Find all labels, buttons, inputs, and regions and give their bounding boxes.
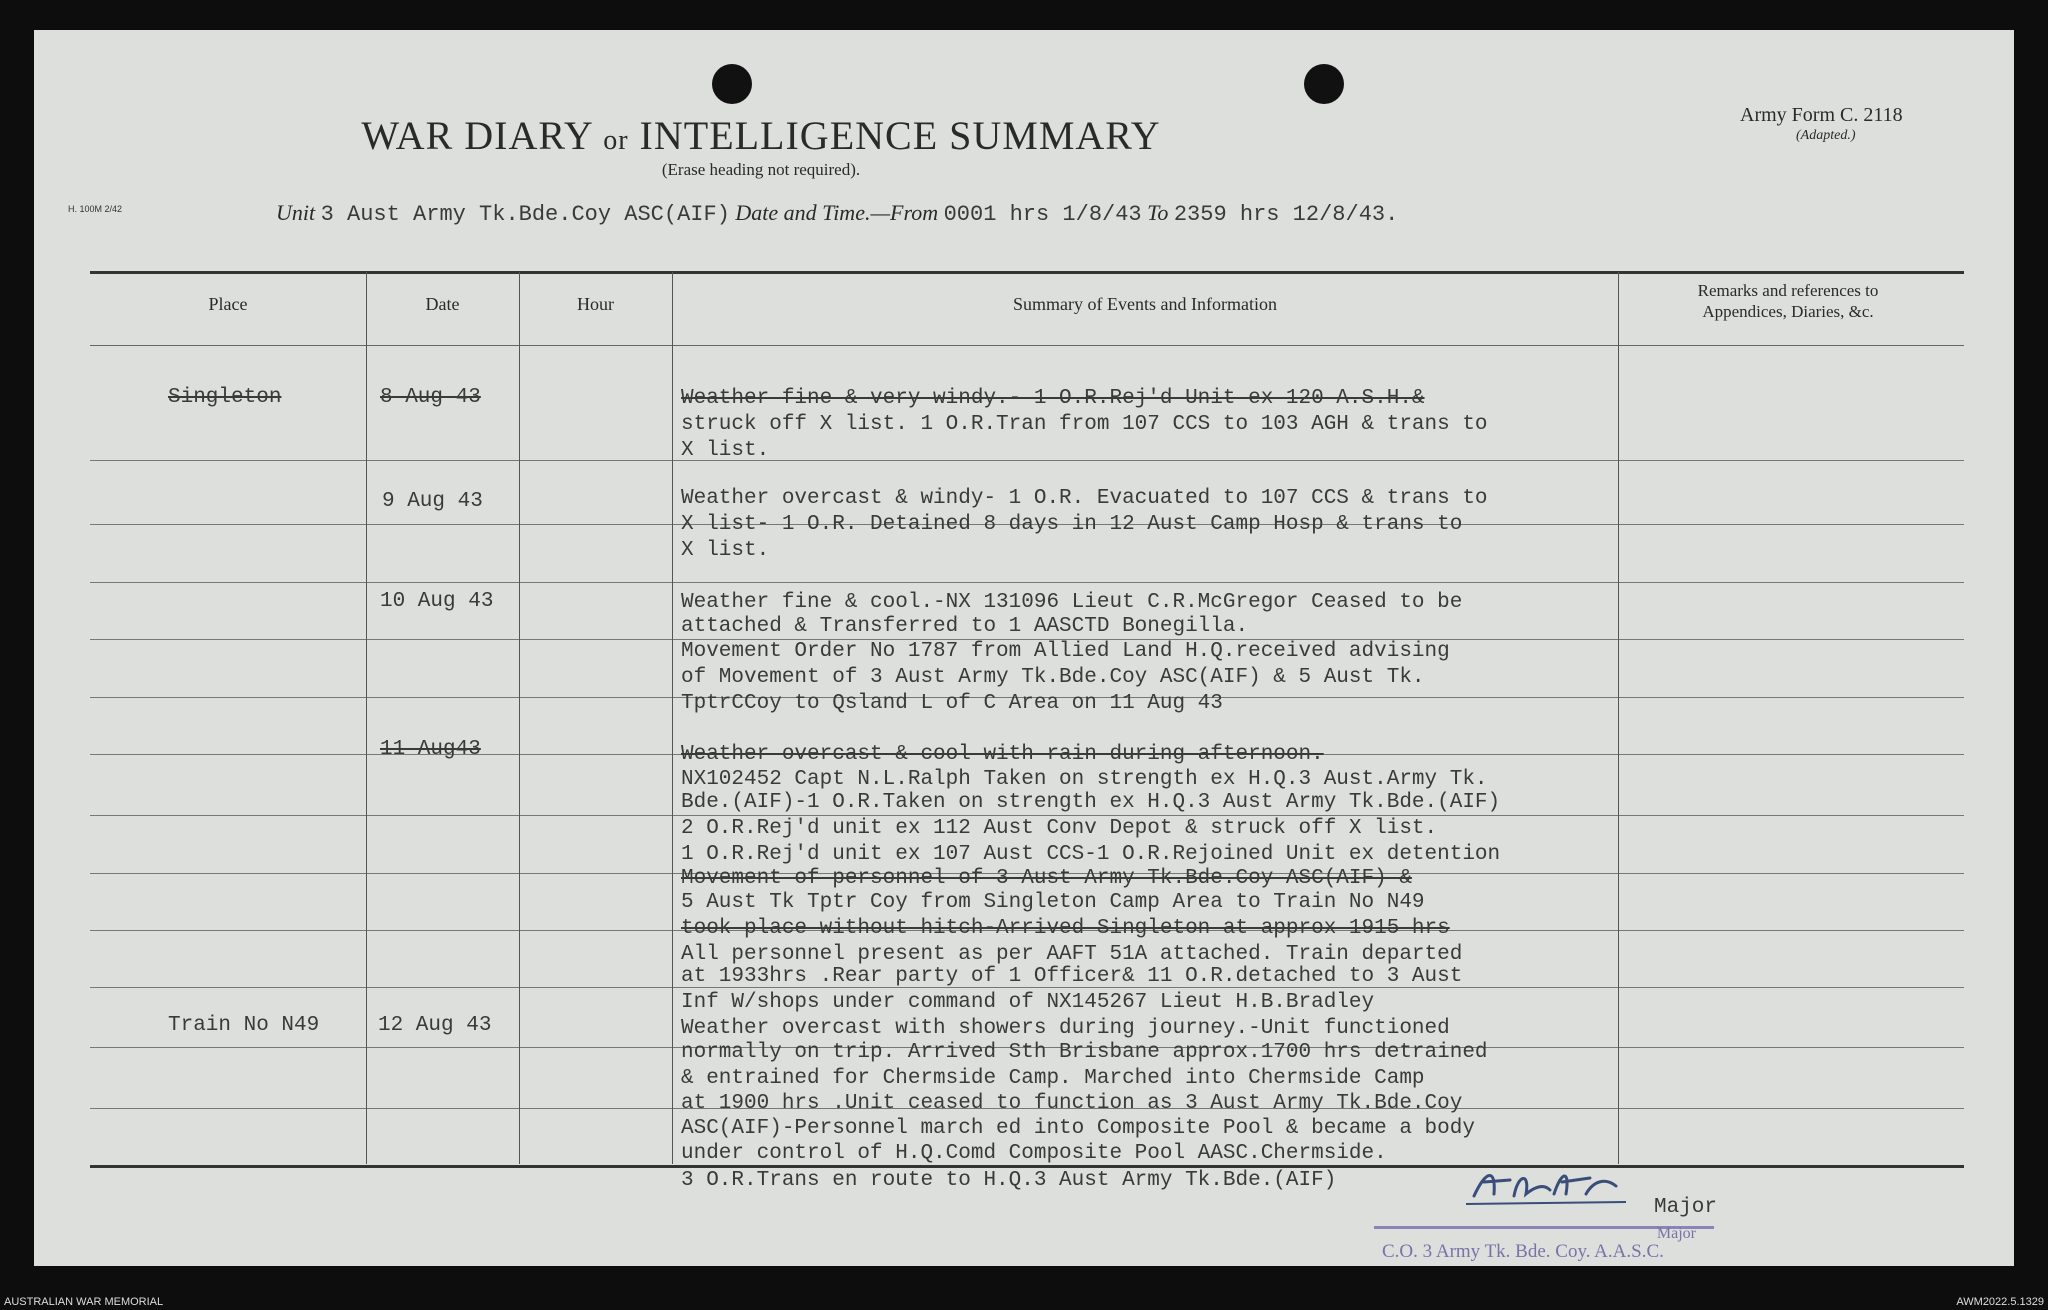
- entry-line: ASC(AIF)-Personnel march ed into Composite Pool & became a body: [681, 1117, 1475, 1140]
- entry-line: normally on trip. Arrived Sth Brisbane approx.1700 hrs detrained: [681, 1041, 1488, 1064]
- column-header-place: Place: [208, 294, 248, 314]
- entry-line: struck off X list. 1 O.R.Tran from 107 CCS to 103 AGH & trans to: [681, 413, 1488, 436]
- punch-hole-left: [712, 64, 752, 104]
- column-rule: [1618, 272, 1619, 1164]
- entry-line: 1 O.R.Rej'd unit ex 107 Aust CCS-1 O.R.Rejoined Unit ex detention: [681, 843, 1501, 866]
- column-header-date: Date: [425, 294, 460, 314]
- title-war-diary: WAR DIARY: [361, 113, 593, 158]
- unit-stamp: [1374, 1226, 1714, 1273]
- unit-line: [276, 200, 1398, 227]
- entry-place: Train No N49: [168, 1014, 320, 1037]
- entry-line: All personnel present as per AAFT 51A attached. Train departed: [681, 943, 1463, 966]
- entry-line: under control of H.Q.Comd Composite Pool AASC.Chermside.: [681, 1142, 1387, 1165]
- entry-line: Movement Order No 1787 from Allied Land H.Q.received advising: [681, 640, 1450, 663]
- unit-label: Unit: [276, 200, 316, 225]
- page-subtitle: (Erase heading not required).: [661, 160, 861, 179]
- entry-date: 8 Aug 43: [380, 386, 481, 409]
- title-intelligence-summary: INTELLIGENCE SUMMARY: [639, 113, 1161, 158]
- entry-line: Inf W/shops under command of NX145267 Lieut H.B.Bradley: [681, 991, 1375, 1014]
- entry-line: Weather overcast & cool with rain during afternoon.: [681, 743, 1324, 766]
- entry-line: 5 Aust Tk Tptr Coy from Singleton Camp Area to Train No N49: [681, 891, 1425, 914]
- entry-date: 9 Aug 43: [382, 490, 483, 513]
- stamp-rank: Major: [1656, 1225, 1696, 1242]
- entry-line: Weather fine & very windy.- 1 O.R.Rej'd Unit ex 120 A.S.H.&: [681, 387, 1425, 410]
- entry-line: Weather fine & cool.-NX 131096 Lieut C.R.McGregor Ceased to be: [681, 591, 1463, 614]
- column-header-remarks: [1620, 280, 1956, 322]
- table-bottom-rule: [90, 1165, 1964, 1168]
- entry-line: NX102452 Capt N.L.Ralph Taken on strength ex H.Q.3 Aust.Army Tk.: [681, 768, 1488, 791]
- entry-line: X list.: [681, 439, 770, 462]
- army-form-number: Army Form C. 2118: [1740, 104, 1903, 126]
- entry-line: at 1933hrs .Rear party of 1 Officer& 11 O.R.detached to 3 Aust: [681, 965, 1463, 988]
- entry-line: TptrCCoy to Qsland L of C Area on 11 Aug 43: [681, 692, 1223, 715]
- entry-line: Weather overcast & windy- 1 O.R. Evacuated to 107 CCS & trans to: [681, 487, 1488, 510]
- form-code: H. 100M 2/42: [68, 204, 123, 214]
- table-top-rule: [90, 271, 1964, 274]
- entry-place: Singleton: [168, 386, 282, 409]
- remarks-header-line1: Remarks and references to: [1697, 281, 1879, 300]
- entry-line: Weather overcast with showers during journey.-Unit functioned: [681, 1017, 1450, 1040]
- entry-line: attached & Transferred to 1 AASCTD Bonegilla.: [681, 615, 1249, 638]
- entry-line: X list.: [681, 539, 770, 562]
- entry-date: 11 Aug43: [380, 738, 481, 761]
- footer-left: AUSTRALIAN WAR MEMORIAL: [4, 1296, 164, 1308]
- column-rule: [672, 272, 673, 1164]
- entry-line: Bde.(AIF)-1 O.R.Taken on strength ex H.Q.3 Aust Army Tk.Bde.(AIF): [681, 791, 1501, 814]
- column-header-summary: Summary of Events and Information: [1013, 294, 1277, 314]
- punch-hole-right: [1304, 64, 1344, 104]
- column-header-hour: Hour: [577, 294, 614, 314]
- entry-line: 3 O.R.Trans en route to H.Q.3 Aust Army Tk.Bde.(AIF): [681, 1169, 1337, 1192]
- entry-line: X list- 1 O.R. Detained 8 days in 12 Aust Camp Hosp & trans to: [681, 513, 1463, 536]
- entry-line: 2 O.R.Rej'd unit ex 112 Aust Conv Depot & struck off X list.: [681, 817, 1438, 840]
- entry-date: 12 Aug 43: [378, 1014, 492, 1037]
- header-bottom-rule: [90, 345, 1964, 346]
- entry-date: 10 Aug 43: [380, 590, 494, 613]
- entry-line: took place without hitch-Arrived Singleton at approx 1915 hrs: [681, 917, 1450, 940]
- unit-value: 3 Aust Army Tk.Bde.Coy ASC(AIF): [320, 202, 730, 227]
- row-rule: [90, 815, 1964, 816]
- entry-line: Movement of personnel of 3 Aust Army Tk.Bde.Coy ASC(AIF) &: [681, 867, 1412, 890]
- to-value: 2359 hrs 12/8/43.: [1173, 202, 1399, 227]
- stamp-text: C.O. 3 Army Tk. Bde. Coy. A.A.S.C.: [1382, 1241, 1664, 1262]
- page-title: [0, 112, 1522, 159]
- footer-right: AWM2022.5.1329: [1956, 1296, 2044, 1308]
- date-time-label: Date and Time.—From: [735, 200, 939, 225]
- signature-rank: Major: [1654, 1196, 1718, 1219]
- handwritten-signature: [1466, 1160, 1626, 1210]
- entry-line: at 1900 hrs .Unit ceased to function as 3 Aust Army Tk.Bde.Coy: [681, 1092, 1463, 1115]
- column-rule: [519, 272, 520, 1164]
- column-rule: [366, 272, 367, 1164]
- remarks-header-line2: Appendices, Diaries, &c.: [1702, 302, 1874, 321]
- row-rule: [90, 582, 1964, 583]
- to-label: To: [1147, 200, 1169, 225]
- entry-line: of Movement of 3 Aust Army Tk.Bde.Coy ASC(AIF) & 5 Aust Tk.: [681, 666, 1425, 689]
- entry-line: & entrained for Chermside Camp. Marched into Chermside Camp: [681, 1067, 1425, 1090]
- army-form-adapted: (Adapted.): [1796, 128, 1856, 143]
- from-value: 0001 hrs 1/8/43: [943, 202, 1142, 227]
- row-rule: [90, 460, 1964, 461]
- title-or: or: [603, 125, 629, 156]
